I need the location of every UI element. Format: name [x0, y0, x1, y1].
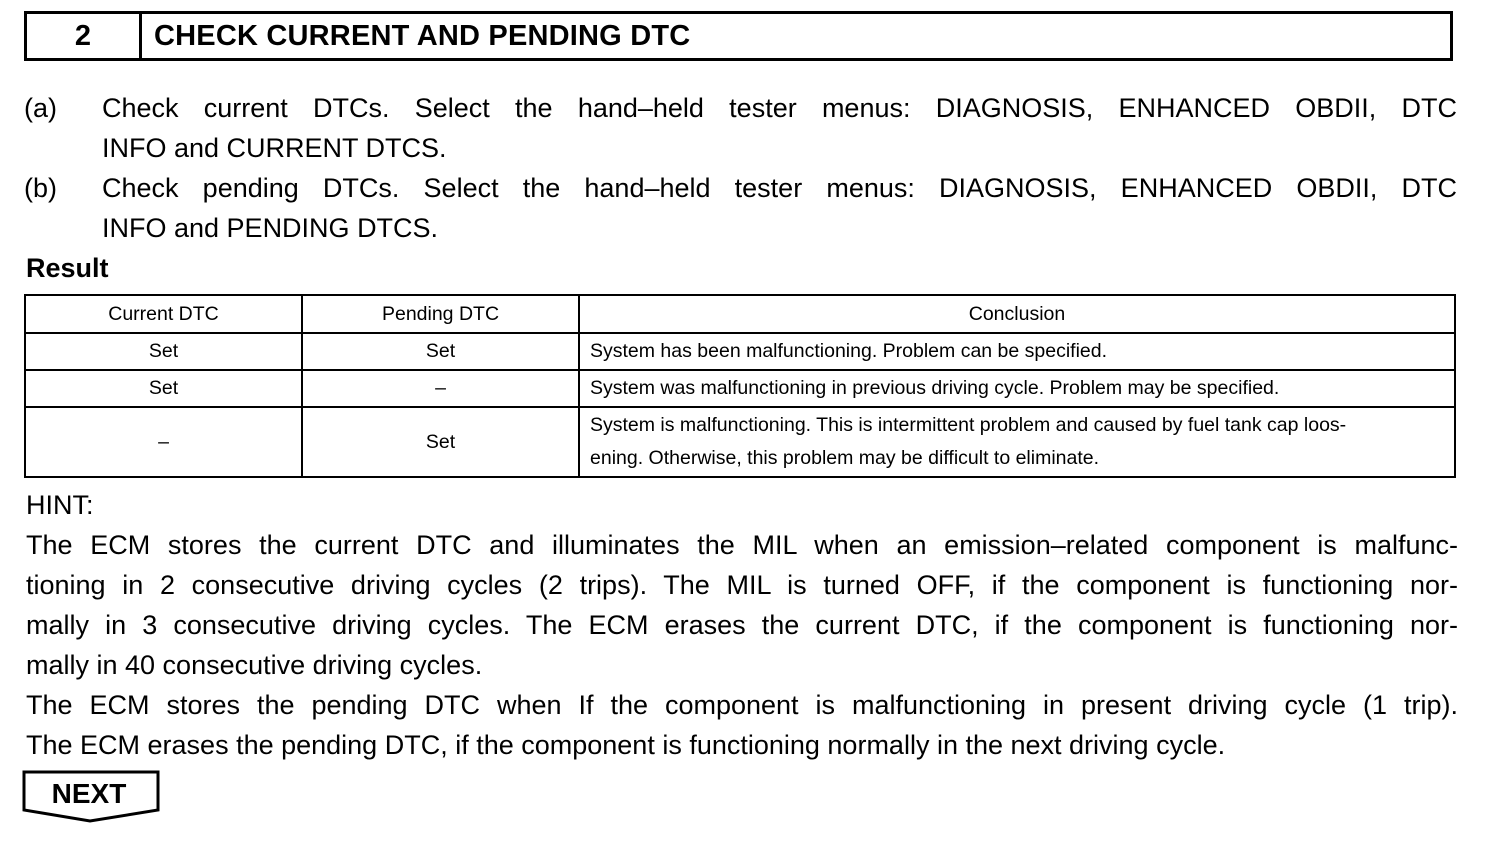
step-item-a [24, 88, 1457, 168]
next-button[interactable] [22, 770, 162, 824]
conclusion-cell: System has been malfunctioning. Problem can be specified. [579, 333, 1455, 370]
conclusion-cell: System was malfunctioning in previous driving cycle. Problem may be specified. [579, 370, 1455, 407]
step-number: 2 [27, 14, 142, 58]
column-header: Current DTC [25, 295, 302, 333]
hint-line: The ECM erases the pending DTC, if the component is functioning normally in the next driving cycle. [26, 730, 1226, 760]
hint-paragraph [26, 525, 1458, 685]
step-item-text [102, 88, 1457, 168]
column-header: Pending DTC [302, 295, 579, 333]
current-dtc-cell: Set [25, 370, 302, 407]
conclusion-line: ening. Otherwise, this problem may be difficult to eliminate. [590, 447, 1100, 469]
result-title: Result [26, 253, 109, 283]
hint-line: The ECM stores the current DTC and illuminates the MIL when an emission–related component is malfunc- [26, 530, 1458, 560]
table-header-row [25, 295, 1455, 333]
table-row [25, 333, 1455, 370]
hint-paragraph [26, 685, 1458, 765]
current-dtc-cell: Set [25, 333, 302, 370]
result-table [24, 294, 1456, 478]
hint-line: mally in 40 consecutive driving cycles. [26, 650, 483, 680]
hint-label: HINT: [26, 490, 94, 520]
column-header: Conclusion [579, 295, 1455, 333]
step-header [24, 11, 1453, 61]
current-dtc-cell: – [25, 407, 302, 477]
step-item-line: Check pending DTCs. Select the hand–held tester menus: DIAGNOSIS, ENHANCED OBDII, DTC [102, 173, 1457, 203]
pending-dtc-cell: Set [302, 407, 579, 477]
pending-dtc-cell: – [302, 370, 579, 407]
hint-section [26, 485, 1458, 765]
step-item-line: Check current DTCs. Select the hand–held tester menus: DIAGNOSIS, ENHANCED OBDII, DTC [102, 93, 1457, 123]
hint-line: mally in 3 consecutive driving cycles. The ECM erases the current DTC, if the component is functioning nor- [26, 610, 1458, 640]
conclusion-line: System is malfunctioning. This is intermittent problem and caused by fuel tank cap loos- [590, 414, 1347, 436]
step-item-label: (a) [24, 93, 57, 123]
step-title: CHECK CURRENT AND PENDING DTC [154, 19, 691, 52]
step-item-b [24, 168, 1457, 248]
pending-dtc-cell: Set [302, 333, 579, 370]
table-row [25, 370, 1455, 407]
next-button-label: NEXT [51, 778, 127, 809]
hint-line: The ECM stores the pending DTC when If the component is malfunctioning in present driving cycle (1 trip). [26, 690, 1458, 720]
step-item-line: INFO and CURRENT DTCS. [102, 133, 447, 163]
step-item-line: INFO and PENDING DTCS. [102, 213, 439, 243]
hint-line: tioning in 2 consecutive driving cycles (2 trips). The MIL is turned OFF, if the component is functioning nor- [26, 570, 1458, 600]
step-item-text [102, 168, 1457, 248]
table-row [25, 407, 1455, 477]
step-item-label: (b) [24, 173, 57, 203]
conclusion-cell [579, 407, 1455, 477]
